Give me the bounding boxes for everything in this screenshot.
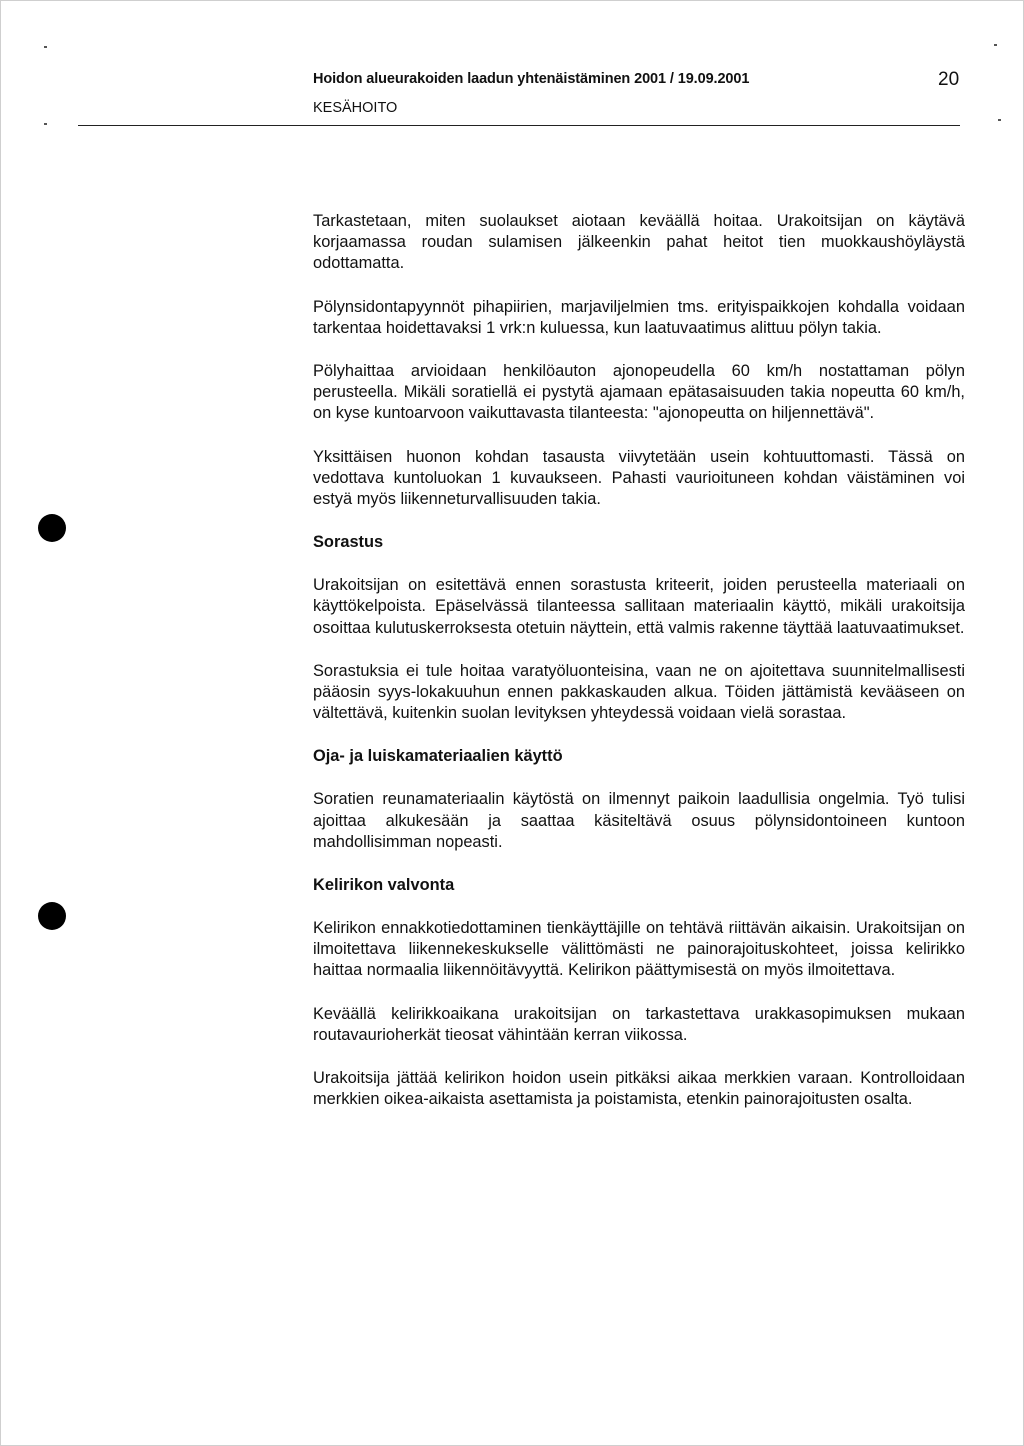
paragraph: Soratien reunamateriaalin käytöstä on ilmennyt paikoin laadullisia ongelmia. Työ tulisi ajoittaa alkukesään ja saattaa käsiteltävä osuus pölynsidontoineen kuntoon mahdollisimman nopeasti.	[313, 790, 965, 851]
header-title: Hoidon alueurakoiden laadun yhtenäistäminen 2001 / 19.09.2001	[313, 71, 750, 87]
paragraph: Kelirikon ennakkotiedottaminen tienkäyttäjille on tehtävä riittävän aikaisin. Urakoitsijan on ilmoitettava liikennekeskukselle välittömästi ne painorajoituskohteet, joissa kelirikko haittaa normaalia liikennöitävyyttä. Kelirikon päättymisestä on myös ilmoitettava.	[313, 919, 965, 980]
header-rule	[78, 125, 960, 126]
paragraph: Urakoitsijan on esitettävä ennen sorastusta kriteerit, joiden perusteella materiaali on käyttökelpoista. Epäselvässä tilanteessa sallitaan materiaalin käyttö, mikäli urakoitsija osoittaa kulutuskerroksesta otetuin näyttein, että valmis rakenne täyttää laatuvaatimukset.	[313, 576, 965, 637]
paragraph: Tarkastetaan, miten suolaukset aiotaan keväällä hoitaa. Urakoitsijan on käytävä korjaamassa roudan sulamisen jälkeenkin pahat heitot tien muokkaushöyläystä odottamatta.	[313, 212, 965, 273]
scan-speck	[998, 119, 1001, 121]
section-heading-oja-ja-luiskamateriaalien-kaytto: Oja- ja luiskamateriaalien käyttö	[313, 747, 563, 766]
section-heading-sorastus: Sorastus	[313, 533, 384, 552]
punch-hole-upper	[38, 514, 66, 542]
scan-speck	[44, 123, 47, 125]
scan-speck	[44, 46, 47, 48]
section-heading-kelirikon-valvonta: Kelirikon valvonta	[313, 876, 455, 895]
paragraph: Pölyhaittaa arvioidaan henkilöauton ajonopeudella 60 km/h nostattaman pölyn perusteella. Mikäli soratiellä ei pystytä ajamaan epätasaisuuden takia nopeutta 60 km/h, on kyse kuntoarvoon vaikuttavasta tilanteesta: "ajonopeutta on hiljennettävä".	[313, 362, 965, 423]
scan-speck	[994, 44, 997, 46]
punch-hole-lower	[38, 902, 66, 930]
paragraph: Pölynsidontapyynnöt pihapiirien, marjaviljelmien tms. erityispaikkojen kohdalla voidaan tarkentaa hoidettavaksi 1 vrk:n kuluessa, kun laatuvaatimus alittuu pölyn takia.	[313, 297, 965, 337]
header-section: KESÄHOITO	[313, 100, 398, 116]
paragraph: Urakoitsija jättää kelirikon hoidon usein pitkäksi aikaa merkkien varaan. Kontrolloidaan merkkien oikea-aikaista asettamista ja poistamista, etenkin painorajoitusten osalta.	[313, 1069, 965, 1109]
page-number: 20	[938, 69, 960, 90]
paragraph: Yksittäisen huonon kohdan tasausta viivytetään usein kohtuuttomasti. Tässä on vedottava kuntoluokan 1 kuvaukseen. Pahasti vaurioituneen kohdan väistäminen voi estyä myös liikenneturvallisuuden takia.	[313, 447, 965, 509]
paragraph: Sorastuksia ei tule hoitaa varatyöluonteisina, vaan ne on ajoitettava suunnitelmallisesti pääosin syys-lokakuuhun ennen pakkaskauden alkua. Töiden jättämistä kevääseen on vältettävä, kuitenkin suolan levityksen yhteydessä voidaan vielä sorastaa.	[313, 661, 965, 723]
paragraph: Keväällä kelirikkoaikana urakoitsijan on tarkastettava urakkasopimuksen mukaan routavaurioherkät tieosat vähintään kerran viikossa.	[313, 1004, 965, 1044]
document-body	[313, 211, 965, 1132]
